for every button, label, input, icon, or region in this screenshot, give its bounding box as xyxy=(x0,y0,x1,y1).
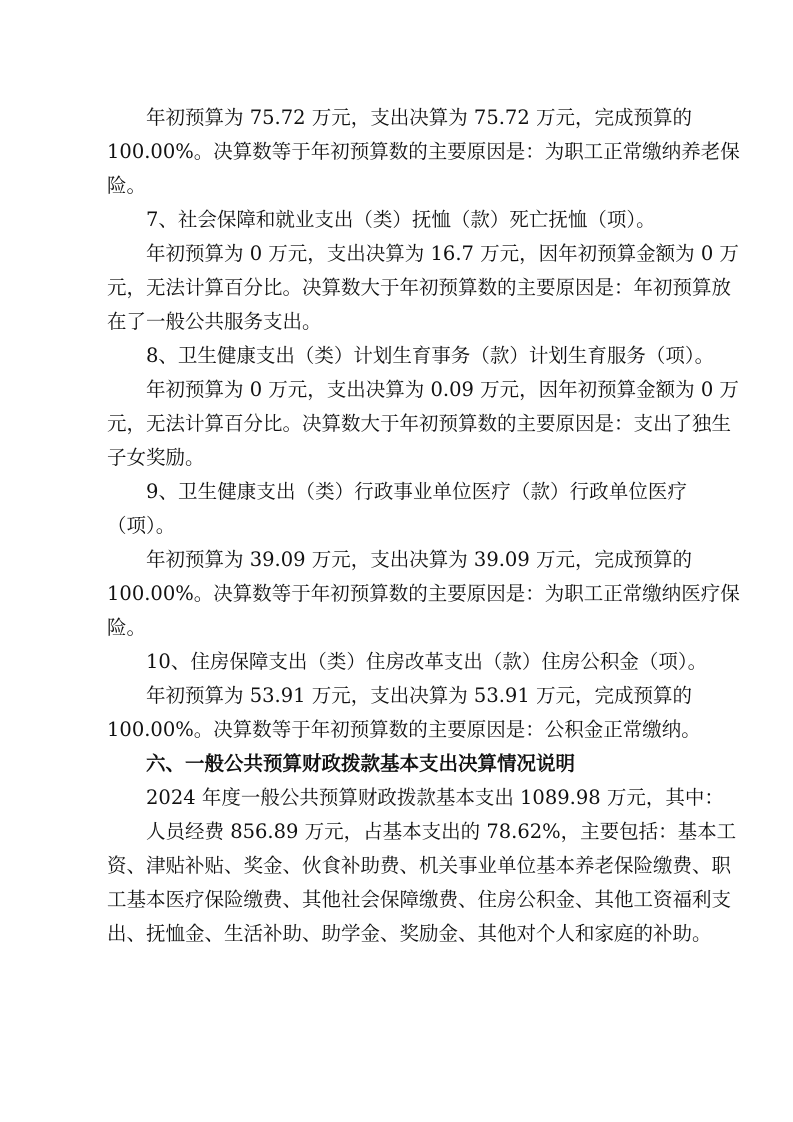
text-line: 子女奖励。 xyxy=(107,446,205,469)
text-line: 险。 xyxy=(107,174,147,197)
text-line: 8、卫生健康支出（类）计划生育事务（款）计划生育服务（项）。 xyxy=(146,344,715,367)
text-line: 元，无法计算百分比。决算数大于年初预算数的主要原因是：支出了独生 xyxy=(107,412,732,435)
paragraph xyxy=(107,101,740,203)
text-line: 资、津贴补贴、奖金、伙食补助费、机关事业单位基本养老保险缴费、职 xyxy=(107,854,732,877)
item-title xyxy=(107,339,715,373)
text-line: 10、住房保障支出（类）住房改革支出（款）住房公积金（项）。 xyxy=(146,650,708,673)
paragraph xyxy=(107,373,739,475)
text-line: 7、社会保障和就业支出（类）抚恤（款）死亡抚恤（项）。 xyxy=(146,208,656,231)
paragraph xyxy=(107,237,739,339)
item-title xyxy=(107,475,687,543)
text-line: 在了一般公共服务支出。 xyxy=(107,310,322,333)
text-line: 100.00%。决算数等于年初预算数的主要原因是：公积金正常缴纳。 xyxy=(107,718,701,741)
text-line: 出、抚恤金、生活补助、助学金、奖励金、其他对个人和家庭的补助。 xyxy=(107,922,712,945)
text-line: 年初预算为 39.09 万元，支出决算为 39.09 万元，完成预算的 xyxy=(146,548,692,571)
text-line: 年初预算为 75.72 万元，支出决算为 75.72 万元，完成预算的 xyxy=(146,106,692,129)
paragraph xyxy=(107,543,740,645)
text-line: 六、一般公共预算财政拨款基本支出决算情况说明 xyxy=(146,752,576,775)
item-title xyxy=(107,203,687,237)
text-line: 100.00%。决算数等于年初预算数的主要原因是：为职工正常缴纳养老保 xyxy=(107,140,740,163)
paragraph xyxy=(107,815,737,951)
text-line: 人员经费 856.89 万元，占基本支出的 78.62%，主要包括：基本工 xyxy=(146,820,737,843)
text-line: 年初预算为 0 万元，支出决算为 16.7 万元，因年初预算金额为 0 万 xyxy=(146,242,739,265)
document-body xyxy=(107,101,740,951)
item-title xyxy=(107,645,708,679)
text-line: 100.00%。决算数等于年初预算数的主要原因是：为职工正常缴纳医疗保 xyxy=(107,582,740,605)
paragraph xyxy=(107,679,701,747)
text-line: 年初预算为 0 万元，支出决算为 0.09 万元，因年初预算金额为 0 万 xyxy=(146,378,739,401)
paragraph xyxy=(107,781,724,815)
section-heading xyxy=(107,747,687,781)
text-line: 年初预算为 53.91 万元，支出决算为 53.91 万元，完成预算的 xyxy=(146,684,692,707)
text-line: 险。 xyxy=(107,616,147,639)
text-line: 元，无法计算百分比。决算数大于年初预算数的主要原因是：年初预算放 xyxy=(107,276,732,299)
text-line: 9、卫生健康支出（类）行政事业单位医疗（款）行政单位医疗 xyxy=(146,480,687,503)
text-line: 2024 年度一般公共预算财政拨款基本支出 1089.98 万元，其中： xyxy=(146,786,724,809)
text-line: 工基本医疗保险缴费、其他社会保障缴费、住房公积金、其他工资福利支 xyxy=(107,888,732,911)
text-line: （项）。 xyxy=(107,514,176,537)
